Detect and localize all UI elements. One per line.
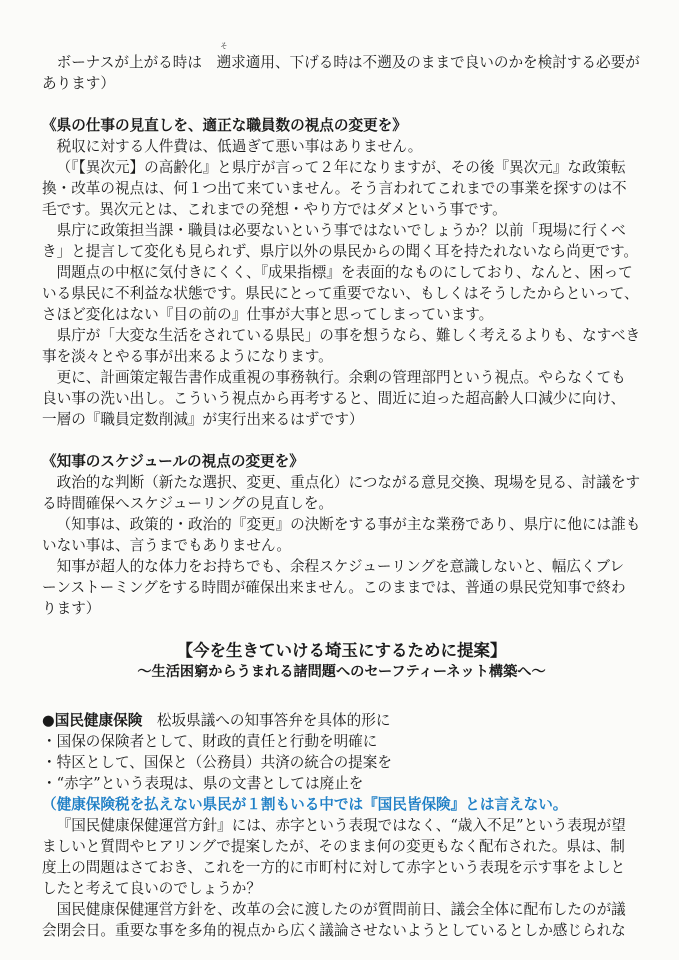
body-line: 政治的な判断（新たな選択、変更、重点化）につながる意見交換、現場を見る、討議をす [56,474,641,491]
intro-text-a: ボーナスが上がる時は [56,54,202,71]
ruby-base: 遡 [216,54,232,71]
section-heading-schedule: 《知事のスケジュールの視点の変更を》 [42,453,304,470]
proposal-title: 【今を生きていける埼玉にするために提案】 [176,641,507,660]
body-line: ります） [42,600,101,617]
body-line: いる県民に不利益な状態です。県民にとって重要でない、もしくはそうしたからといって、 [42,285,639,302]
list-item: ・“赤字”という表現は、県の文書としては廃止を [42,775,364,792]
proposal-subtitle: ～生活困窮からうまれる諸問題へのセーフティーネット構築へ～ [137,664,546,680]
body-line: 度上の問題はさておき、これを一方的に市町村に対して赤字という表現を示す事をよしと [42,859,626,876]
body-line: 税収に対する人件費は、低過ぎて悪い事はありません。 [56,138,423,155]
body-line: いない事は、言うまでもありません。 [42,537,291,554]
body-line: き」と提言して変化も見られず、県庁以外の県民からの聞く耳を持たれないなら尚更です。 [42,243,639,260]
body-line: 換・改革の視点は、何１つ出て来ていません。そう言われてこれまでの事業を探すのは不 [42,180,627,197]
body-line: したと考えて良いのでしょうか？ [42,880,261,897]
body-line: ましいと質問やヒアリングで提案したが、そのまま何の変更もなく配布された。県は、制 [42,838,625,855]
body-line: 良い事の洗い出し。こういう視点から再考すると、間近に迫った超高齢人口減少に向け、 [42,390,626,407]
bullet-label: ●国民健康保険 [42,712,143,729]
body-line: 会閉会日。重要な事を多角的視点から広く議論させないようとしているとしか感じられな [42,922,626,939]
section-heading-staff: 《県の仕事の見直しを、適正な職員数の視点の変更を》 [42,117,407,134]
health-bullet-line [42,710,641,731]
intro-text-b: 求適用、下げる時は不遡及のままで良いのかを検討する必要が [231,54,640,71]
body-line: 事を淡々とやる事が出来るようになります。 [42,348,333,365]
body-line: 毛です。異次元とは、これまでの発想・やり方ではダメという事です。 [42,201,507,218]
body-line: （知事は、政策的・政治的『変更』の決断をする事が主な業務であり、県庁に他には誰も [56,516,641,533]
body-line: 県庁に政策担当課・職員は必要ないという事ではないでしょうか？以前「現場に行くべ [56,222,626,239]
intro-line-2: あります） [42,75,115,92]
body-line: 更に、計画策定報告書作成重視の事務執行。余剰の管理部門という視点。やらなくても [56,369,626,386]
list-item: ・特区として、国保と（公務員）共済の統合の提案を [42,754,392,771]
ruby-reading: そ [220,42,228,50]
bullet-text: 松坂県議への知事答弁を具体的形に [142,712,391,729]
body-line: る時間確保へスケジューリングの見直しを。 [42,495,334,512]
body-line: さほど変化はない『目の前の』仕事が大事と思ってしまっています。 [42,306,494,323]
ruby-word [202,42,232,73]
body-line: 知事が超人的な体力をお持ちでも、余程スケジューリングを意識しないと、幅広くブレ [56,558,625,575]
intro-line-1 [42,42,641,73]
body-line: 『国民健康保健運営方針』には、赤字という表現ではなく、“歳入不足”という表現が望 [56,817,626,834]
body-line: 県庁が「大変な生活をされている県民」の事を想うなら、難しく考えるよりも、なすべき [56,327,641,344]
body-line: 問題点の中枢に気付きにくく、『成果指標』を表面的なものにしており、なんと、困って [56,264,633,281]
body-line: （『【異次元】の高齢化』と県庁が言って２年になりますが、その後『異次元』な政策転 [56,159,626,176]
body-line: 一層の『職員定数削減』が実行出来るはずです） [42,411,364,428]
body-line: 国民健康保健運営方針を、改革の会に渡したのが質問前日、議会全体に配布したのが議 [56,901,626,918]
highlight-line: （健康保険税を払えない県民が１割もいる中では『国民皆保険』とは言えない。 [42,796,568,813]
body-line: ーンストーミングをする時間が確保出来ません。このままでは、普通の県民党知事で終わ [42,579,626,596]
list-item: ・国保の保険者として、財政的責任と行動を明確に [42,733,378,750]
